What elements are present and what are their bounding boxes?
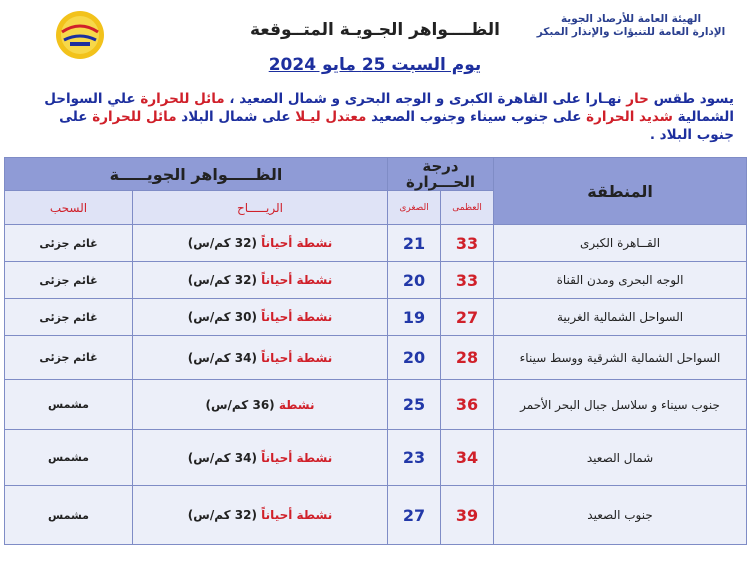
- cloud-cell: غائم جزئى: [5, 336, 133, 380]
- forecast-table: [4, 157, 747, 545]
- forecast-date: يوم السبت 25 مايو 2024: [268, 55, 482, 75]
- region-cell: شمال الصعيد: [494, 430, 747, 486]
- cloud-cell: غائم جزئى: [5, 299, 133, 336]
- max-temp-header: العظمى: [441, 191, 494, 225]
- min-temp-header: الصغرى: [388, 191, 441, 225]
- cloud-cell: غائم جزئى: [5, 225, 133, 262]
- region-cell: جنوب الصعيد: [494, 486, 747, 545]
- max-temp-cell: 33: [441, 225, 494, 262]
- organization-name: الهيئة العامة للأرصاد الجوية الإدارة العامة للتنبؤات والإنذار المبكر: [536, 13, 726, 38]
- region-cell: الوجه البحرى ومدن القناة: [494, 262, 747, 299]
- table-row: [5, 225, 747, 262]
- wind-header: الريـــــاح: [133, 191, 388, 225]
- wind-cell: نشطة أحياناً (30 كم/س): [133, 299, 388, 336]
- min-temp-cell: 23: [388, 430, 441, 486]
- region-header: المنطقة: [494, 158, 747, 225]
- table-row: [5, 336, 747, 380]
- table-row: [5, 299, 747, 336]
- region-cell: جنوب سيناء و سلاسل جبال البحر الأحمر: [494, 380, 747, 430]
- weather-summary: يسود طقس حار نهـارا على القاهرة الكبرى و الوجه البحرى و شمال الصعيد ، مائل للحرارة علي السواحل الشمالية شديد الحرارة على جنوب سيناء وجنوب الصعيد معتدل ليـلا على شمال البلاد مائل للحرارة على جنوب البلاد .: [44, 91, 734, 143]
- table-row: [5, 486, 747, 545]
- table-row: [5, 380, 747, 430]
- temperature-header: درجة الحـــرارة: [388, 158, 494, 191]
- wind-cell: نشطة أحياناً (34 كم/س): [133, 430, 388, 486]
- region-cell: السواحل الشمالية الشرقية ووسط سيناء: [494, 336, 747, 380]
- cloud-cell: مشمس: [5, 486, 133, 545]
- min-temp-cell: 25: [388, 380, 441, 430]
- wind-cell: نشطة أحياناً (32 كم/س): [133, 486, 388, 545]
- wind-cell: نشطة أحياناً (32 كم/س): [133, 262, 388, 299]
- max-temp-cell: 33: [441, 262, 494, 299]
- min-temp-cell: 20: [388, 336, 441, 380]
- region-cell: السواحل الشمالية الغربية: [494, 299, 747, 336]
- cloud-cell: مشمس: [5, 430, 133, 486]
- wind-cell: نشطة (36 كم/س): [133, 380, 388, 430]
- cloud-cell: غائم جزئى: [5, 262, 133, 299]
- cloud-cell: مشمس: [5, 380, 133, 430]
- ema-logo-icon: [52, 10, 108, 60]
- max-temp-cell: 39: [441, 486, 494, 545]
- page-title: الظــــواهر الجـويـة المتــوقعة: [250, 20, 500, 40]
- max-temp-cell: 28: [441, 336, 494, 380]
- max-temp-cell: 34: [441, 430, 494, 486]
- min-temp-cell: 19: [388, 299, 441, 336]
- wind-cell: نشطة أحياناً (32 كم/س): [133, 225, 388, 262]
- table-row: [5, 430, 747, 486]
- min-temp-cell: 20: [388, 262, 441, 299]
- min-temp-cell: 21: [388, 225, 441, 262]
- phenomena-header: الظـــــواهر الجويـــــة: [5, 158, 388, 191]
- max-temp-cell: 27: [441, 299, 494, 336]
- max-temp-cell: 36: [441, 380, 494, 430]
- min-temp-cell: 27: [388, 486, 441, 545]
- table-row: [5, 262, 747, 299]
- wind-cell: نشطة أحياناً (34 كم/س): [133, 336, 388, 380]
- region-cell: القــاهرة الكبرى: [494, 225, 747, 262]
- cloud-header: السحب: [5, 191, 133, 225]
